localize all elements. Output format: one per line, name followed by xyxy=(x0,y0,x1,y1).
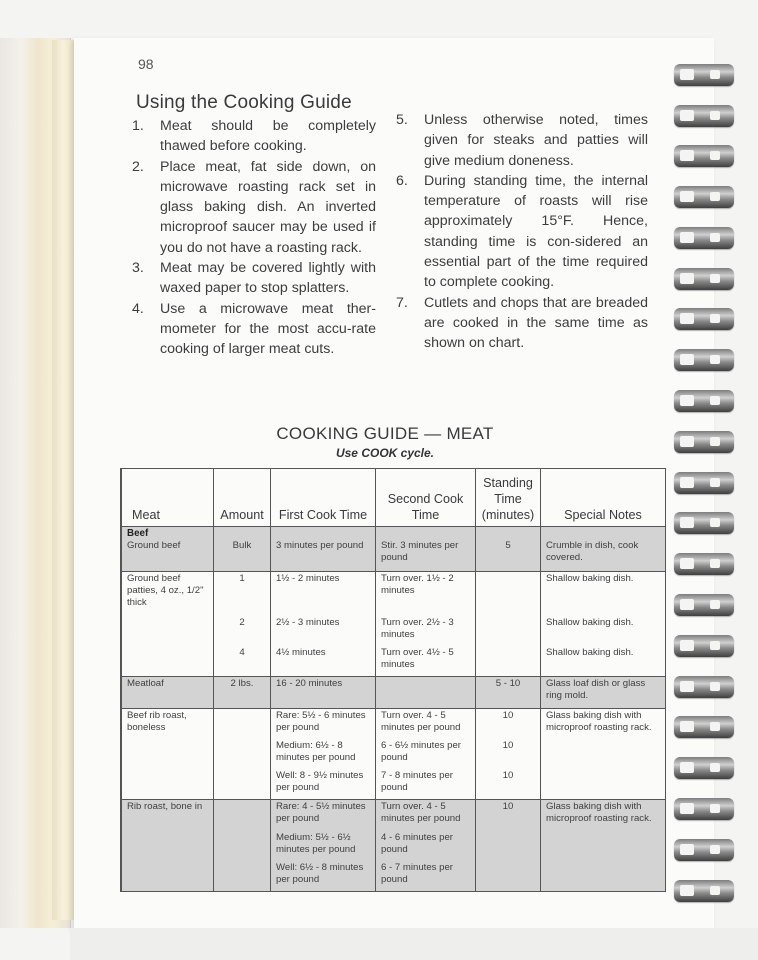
instruction-number: 2. xyxy=(132,158,144,175)
binding-ring xyxy=(674,676,734,698)
binding-ring xyxy=(674,635,734,657)
cell-standing xyxy=(476,571,541,616)
cell-first: Well: 8 - 9½ minutes per pound xyxy=(271,769,376,800)
cell-standing: 10 xyxy=(476,739,541,769)
cell-amount xyxy=(214,526,271,571)
page-bottom-shadow xyxy=(70,928,758,960)
standing-value: 5 xyxy=(505,539,511,551)
instruction-text: Cutlets and chops that are breaded are cooked in the same time as shown on chart. xyxy=(424,294,648,352)
header-amount: Amount xyxy=(214,469,271,526)
cell-second xyxy=(376,526,476,571)
binding-ring xyxy=(674,839,734,861)
cell-standing xyxy=(476,831,541,861)
instruction-text: Meat should be completely thawed before cooking. xyxy=(160,118,376,155)
header-second-cook-time: Second Cook Time xyxy=(376,469,476,526)
binding-ring xyxy=(674,268,734,290)
cell-meat: Meatloaf xyxy=(122,677,214,708)
cell-amount: 1 xyxy=(214,571,271,616)
binding-ring xyxy=(674,349,734,371)
cell-first: 1½ - 2 minutes xyxy=(271,571,376,616)
cell-first: 4½ minutes xyxy=(271,646,376,677)
binding-ring xyxy=(674,64,734,86)
cell-notes xyxy=(541,769,666,800)
cooking-guide-subtitle: Use COOK cycle. xyxy=(335,446,435,460)
category-label: Beef xyxy=(127,527,149,539)
cooking-guide-table xyxy=(120,468,666,892)
cell-meat xyxy=(122,739,214,769)
cell-second: 7 - 8 minutes per pound xyxy=(376,769,476,800)
cell-meat xyxy=(122,646,214,677)
cell-first: Well: 6½ - 8 minutes per pound xyxy=(271,861,376,891)
cell-standing xyxy=(476,646,541,677)
cell-notes xyxy=(541,831,666,861)
table-row xyxy=(122,571,666,616)
cell-meat xyxy=(122,831,214,861)
page-number: 98 xyxy=(138,56,154,72)
cell-amount: 2 lbs. xyxy=(214,677,271,708)
binding-ring xyxy=(674,798,734,820)
cell-notes xyxy=(541,739,666,769)
instruction-item xyxy=(132,299,376,360)
cell-first: 2½ - 3 minutes xyxy=(271,616,376,646)
cell-notes: Shallow baking dish. xyxy=(541,616,666,646)
cell-standing: 10 xyxy=(476,708,541,739)
instruction-item xyxy=(132,258,376,299)
header-special-notes: Special Notes xyxy=(541,469,666,526)
cell-second xyxy=(376,677,476,708)
cell-standing xyxy=(476,526,541,571)
table-row xyxy=(122,526,666,571)
instruction-number: 1. xyxy=(132,118,144,134)
cell-amount xyxy=(214,739,271,769)
cell-second: Turn over. 4½ - 5 minutes xyxy=(376,646,476,677)
instruction-item xyxy=(396,110,648,171)
cooking-guide-title: COOKING GUIDE — MEAT xyxy=(276,424,494,443)
instruction-item xyxy=(132,157,376,258)
cell-standing: 5 - 10 xyxy=(476,677,541,708)
cell-meat: Beef rib roast, boneless xyxy=(122,708,214,739)
table-row xyxy=(122,708,666,739)
first-time-value: 3 minutes per pound xyxy=(276,539,364,551)
cell-amount xyxy=(214,769,271,800)
cell-notes: Glass baking dish with microproof roasting rack. xyxy=(541,800,666,831)
instructions-right-column xyxy=(396,110,648,354)
section-heading: Using the Cooking Guide xyxy=(136,92,352,113)
cell-first: 16 - 20 minutes xyxy=(271,677,376,708)
table-row xyxy=(122,769,666,800)
cell-second: 6 - 6½ minutes per pound xyxy=(376,739,476,769)
header-standing-time: Standing Time (minutes) xyxy=(476,469,541,526)
cell-first: Medium: 5½ - 6½ minutes per pound xyxy=(271,831,376,861)
binding-ring xyxy=(674,145,734,167)
cell-meat xyxy=(122,861,214,891)
binding-ring xyxy=(674,512,734,534)
table-header-row xyxy=(122,469,666,526)
cell-amount xyxy=(214,708,271,739)
cell-standing xyxy=(476,616,541,646)
instruction-item xyxy=(132,116,376,157)
binding-ring xyxy=(674,472,734,494)
binding-ring xyxy=(674,105,734,127)
cell-amount xyxy=(214,831,271,861)
instruction-number: 6. xyxy=(396,172,408,189)
binding-ring xyxy=(674,553,734,575)
cover-edge xyxy=(52,40,74,920)
instruction-number: 3. xyxy=(132,260,144,277)
cell-standing: 10 xyxy=(476,769,541,800)
cell-amount: 4 xyxy=(214,646,271,677)
table-row xyxy=(122,646,666,677)
table-row xyxy=(122,861,666,891)
cell-meat xyxy=(122,526,214,571)
cell-second: 6 - 7 minutes per pound xyxy=(376,861,476,891)
cell-standing xyxy=(476,861,541,891)
notes-value: Crumble in dish, cook covered. xyxy=(546,539,639,563)
instruction-number: 5. xyxy=(396,112,408,128)
meat-label: Ground beef xyxy=(127,539,181,551)
cell-second: Turn over. 1½ - 2 minutes xyxy=(376,571,476,616)
table-row xyxy=(122,616,666,646)
cell-meat: Rib roast, bone in xyxy=(122,800,214,831)
binding-ring xyxy=(674,308,734,330)
instruction-text: Place meat, fat side down, on microwave roasting rack set in glass baking dish. An inverted microproof saucer may be used if you do not have a roasting rack. xyxy=(160,158,376,256)
table-row xyxy=(122,739,666,769)
cell-first: Medium: 6½ - 8 minutes per pound xyxy=(271,739,376,769)
amount-value: Bulk xyxy=(232,539,252,551)
cell-notes xyxy=(541,526,666,571)
header-meat: Meat xyxy=(122,469,214,526)
cell-meat xyxy=(122,769,214,800)
binding-ring xyxy=(674,594,734,616)
cell-notes: Glass baking dish with microproof roasting rack. xyxy=(541,708,666,739)
spiral-binding xyxy=(666,40,758,920)
cell-second: Turn over. 4 - 5 minutes per pound xyxy=(376,800,476,831)
cell-amount: 2 xyxy=(214,616,271,646)
cell-first xyxy=(271,526,376,571)
header-first-cook-time: First Cook Time xyxy=(271,469,376,526)
binding-ring xyxy=(674,227,734,249)
table-row xyxy=(122,831,666,861)
cell-notes: Shallow baking dish. xyxy=(541,571,666,616)
cell-notes: Glass loaf dish or glass ring mold. xyxy=(541,677,666,708)
cell-second: 4 - 6 minutes per pound xyxy=(376,831,476,861)
instruction-number: 7. xyxy=(396,294,408,311)
binding-ring xyxy=(674,390,734,412)
cell-meat xyxy=(122,616,214,646)
cell-second: Turn over. 4 - 5 minutes per pound xyxy=(376,708,476,739)
cell-meat: Ground beef patties, 4 oz., 1/2" thick xyxy=(122,571,214,616)
binding-ring xyxy=(674,757,734,779)
instruction-number: 4. xyxy=(132,300,144,317)
table-row xyxy=(122,800,666,831)
cell-amount xyxy=(214,861,271,891)
binding-ring xyxy=(674,431,734,453)
binding-ring xyxy=(674,186,734,208)
cell-second: Turn over. 2½ - 3 minutes xyxy=(376,616,476,646)
second-time-value: Stir. 3 minutes per pound xyxy=(381,539,459,563)
instruction-text: Meat may be covered lightly with waxed paper to stop splatters. xyxy=(160,260,376,297)
cell-standing: 10 xyxy=(476,800,541,831)
instruction-text: Use a microwave meat ther-mometer for the most accu-rate cooking of larger meat cuts. xyxy=(160,300,376,358)
cell-first: Rare: 5½ - 6 minutes per pound xyxy=(271,708,376,739)
instruction-text: During standing time, the internal temperature of roasts will rise approximately 15°F. Hence, standing time is con-sidered an essential part of the time required to complete cooking. xyxy=(424,172,648,291)
instruction-text: Unless otherwise noted, times given for steaks and patties will give medium doneness. xyxy=(424,112,648,169)
cell-amount xyxy=(214,800,271,831)
instructions-left-column xyxy=(132,116,376,360)
binding-ring xyxy=(674,716,734,738)
cell-notes xyxy=(541,861,666,891)
cell-first: Rare: 4 - 5½ minutes per pound xyxy=(271,800,376,831)
instruction-item xyxy=(396,293,648,354)
instruction-item xyxy=(396,171,648,293)
table-row xyxy=(122,677,666,708)
cell-notes: Shallow baking dish. xyxy=(541,646,666,677)
binding-ring xyxy=(674,880,734,902)
